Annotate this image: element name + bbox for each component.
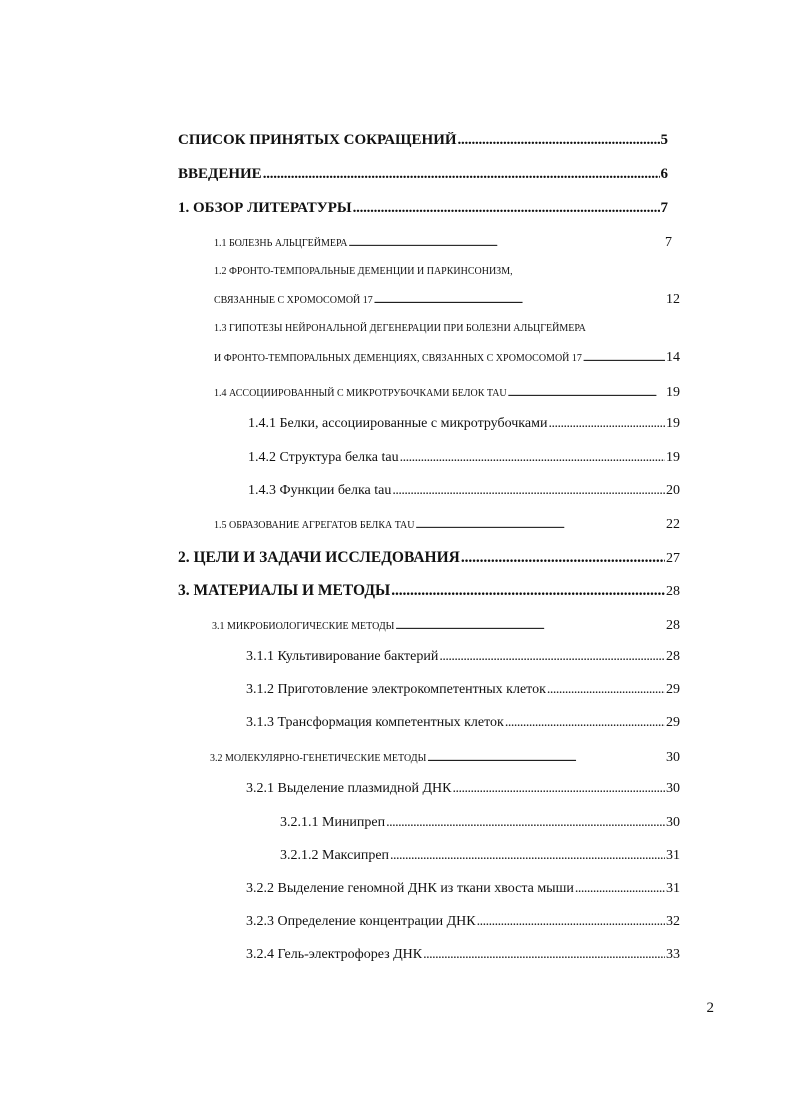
toc-entry-page: 19 [666,416,680,431]
toc-entry-title: СВЯЗАННЫЕ С ХРОМОСОМОЙ 17 [214,295,373,306]
toc-entry-title: 3.2.1.2 Максипреп [280,848,390,863]
toc-entry-section-1-5[interactable] [214,517,680,532]
toc-leader-dots [423,947,665,962]
toc-entry-section-3-1[interactable] [212,618,680,633]
toc-entry-title: 3. МАТЕРИАЛЫ И МЕТОДЫ [178,582,391,599]
toc-entry-title: 2. ЦЕЛИ И ЗАДАЧИ ИССЛЕДОВАНИЯ [178,549,460,566]
toc-entry-page: 30 [666,750,680,765]
toc-leader-dots [439,649,665,664]
toc-leader-dots [263,166,660,183]
toc-entry-title: СПИСОК ПРИНЯТЫХ СОКРАЩЕНИЙ [178,132,457,148]
toc-entry-title: 1.5 ОБРАЗОВАНИЕ АГРЕГАТОВ БЕЛКА TAU [214,520,415,531]
toc-entry-chapter-1[interactable] [178,200,668,217]
toc-entry-section-3-2-1-1[interactable] [280,815,680,830]
toc-entry-title: 3.2.1.1 Минипреп [280,815,386,830]
toc-entry-section-1-4-2[interactable] [248,450,680,465]
toc-entry-title: 3.2.2 Выделение геномной ДНК из ткани хвоста мыши [246,881,574,896]
toc-entry-page: 28 [666,649,680,664]
toc-entry-section-1-2-line1[interactable]: 1.2 ФРОНТО-ТЕМПОРАЛЬНЫЕ ДЕМЕНЦИИ И ПАРКИНСОНИЗМ, [214,266,513,277]
toc-leader-dots [505,715,665,730]
toc-entry-page: 20 [666,483,680,498]
toc-leader-dots [391,582,665,599]
toc-entry-title: 1.4.1 Белки, ассоциированные с микротрубочками [248,416,548,431]
toc-entry-title: 3.1.1 Культивирование бактерий [246,649,439,664]
toc-entry-abbreviations[interactable] [178,132,668,149]
toc-entry-page: 14 [666,350,680,365]
toc-entry-page: 28 [666,618,680,633]
toc-leader-dots [583,353,665,364]
toc-entry-page: 12 [666,292,680,307]
toc-entry-page: 30 [666,815,680,830]
toc-entry-title: 1.4 АССОЦИИРОВАННЫЙ С МИКРОТРУБОЧКАМИ БЕЛОК TAU [214,388,507,399]
toc-entry-section-1-1[interactable] [214,235,672,250]
toc-leader-dots [575,881,665,896]
toc-entry-section-1-2-line2[interactable] [214,292,680,307]
toc-entry-title: 1.4.3 Функции белка tau [248,483,392,498]
toc-entry-section-3-1-1[interactable] [246,649,680,664]
toc-entry-page: 22 [666,517,680,532]
toc-entry-page: 31 [666,881,680,896]
toc-entry-title: 3.1.2 Приготовление электрокомпетентных клеток [246,682,546,697]
toc-leader-dots [374,295,665,306]
toc-leader-dots [395,621,665,632]
toc-entry-page: 33 [666,947,680,962]
toc-entry-title: ВВЕДЕНИЕ [178,166,262,182]
toc-entry-title: 1. ОБЗОР ЛИТЕРАТУРЫ [178,200,352,216]
toc-leader-dots [452,781,665,796]
toc-entry-title: 1.4.2 Структура белка tau [248,450,399,465]
toc-entry-title: 3.2.1 Выделение плазмидной ДНК [246,781,452,796]
toc-entry-page: 28 [666,584,680,599]
toc-entry-section-3-2-3[interactable] [246,914,680,929]
toc-entry-chapter-3[interactable] [178,582,680,599]
toc-entry-title: 3.2.4 Гель-электрофорез ДНК [246,947,423,962]
toc-leader-dots [548,416,665,431]
toc-entry-title: 3.1 МИКРОБИОЛОГИЧЕСКИЕ МЕТОДЫ [212,621,395,632]
toc-entry-page: 7 [665,235,672,250]
toc-entry-page: 31 [666,848,680,863]
toc-entry-title: 3.1.3 Трансформация компетентных клеток [246,715,504,730]
toc-entry-section-3-2[interactable] [210,750,680,765]
toc-entry-section-3-1-2[interactable] [246,682,680,697]
toc-entry-section-3-2-1-2[interactable] [280,848,680,863]
toc-entry-section-1-3-line1[interactable]: 1.3 ГИПОТЕЗЫ НЕЙРОНАЛЬНОЙ ДЕГЕНЕРАЦИИ ПРИ БОЛЕЗНИ АЛЬЦГЕЙМЕРА [214,323,586,334]
toc-entry-section-1-4-3[interactable] [248,483,680,498]
toc-entry-section-1-4[interactable] [214,385,680,400]
toc-leader-dots [386,815,665,830]
toc-entry-page: 29 [666,715,680,730]
toc-entry-page: 6 [660,166,668,182]
toc-entry-title: 3.2.3 Определение концентрации ДНК [246,914,476,929]
toc-entry-title: 3.2 МОЛЕКУЛЯРНО-ГЕНЕТИЧЕСКИЕ МЕТОДЫ [210,753,427,764]
toc-entry-page: 32 [666,914,680,929]
toc-entry-page: 5 [660,132,668,148]
toc-entry-page: 29 [666,682,680,697]
toc-leader-dots [547,682,665,697]
toc-entry-chapter-2[interactable] [178,549,680,566]
toc-leader-dots [461,549,665,566]
toc-leader-dots [477,914,665,929]
toc-entry-section-1-4-1[interactable] [248,416,680,431]
page-number: 2 [706,1000,714,1016]
toc-entry-introduction[interactable] [178,166,668,183]
toc-entry-page: 27 [666,551,680,566]
toc-entry-section-3-2-2[interactable] [246,881,680,896]
toc-entry-title: И ФРОНТО-ТЕМПОРАЛЬНЫХ ДЕМЕНЦИЯХ, СВЯЗАННЫХ С ХРОМОСОМОЙ 17 [214,353,582,364]
toc-entry-page: 30 [666,781,680,796]
toc-leader-dots [392,483,665,498]
toc-leader-dots [427,753,665,764]
toc-leader-dots [415,520,665,531]
toc-leader-dots [353,200,660,217]
toc-entry-section-3-2-4[interactable] [246,947,680,962]
toc-entry-section-3-1-3[interactable] [246,715,680,730]
toc-leader-dots [348,238,664,249]
toc-leader-dots [458,132,660,149]
toc-leader-dots [390,848,665,863]
toc-entry-section-1-3-line2[interactable] [214,350,680,365]
toc-entry-title: 1.1 БОЛЕЗНЬ АЛЬЦГЕЙМЕРА [214,238,348,249]
toc-leader-dots [508,388,665,399]
toc-entry-section-3-2-1[interactable] [246,781,680,796]
toc-leader-dots [400,450,665,465]
toc-entry-page: 19 [666,385,680,400]
toc-entry-page: 19 [666,450,680,465]
toc-entry-page: 7 [660,200,668,216]
